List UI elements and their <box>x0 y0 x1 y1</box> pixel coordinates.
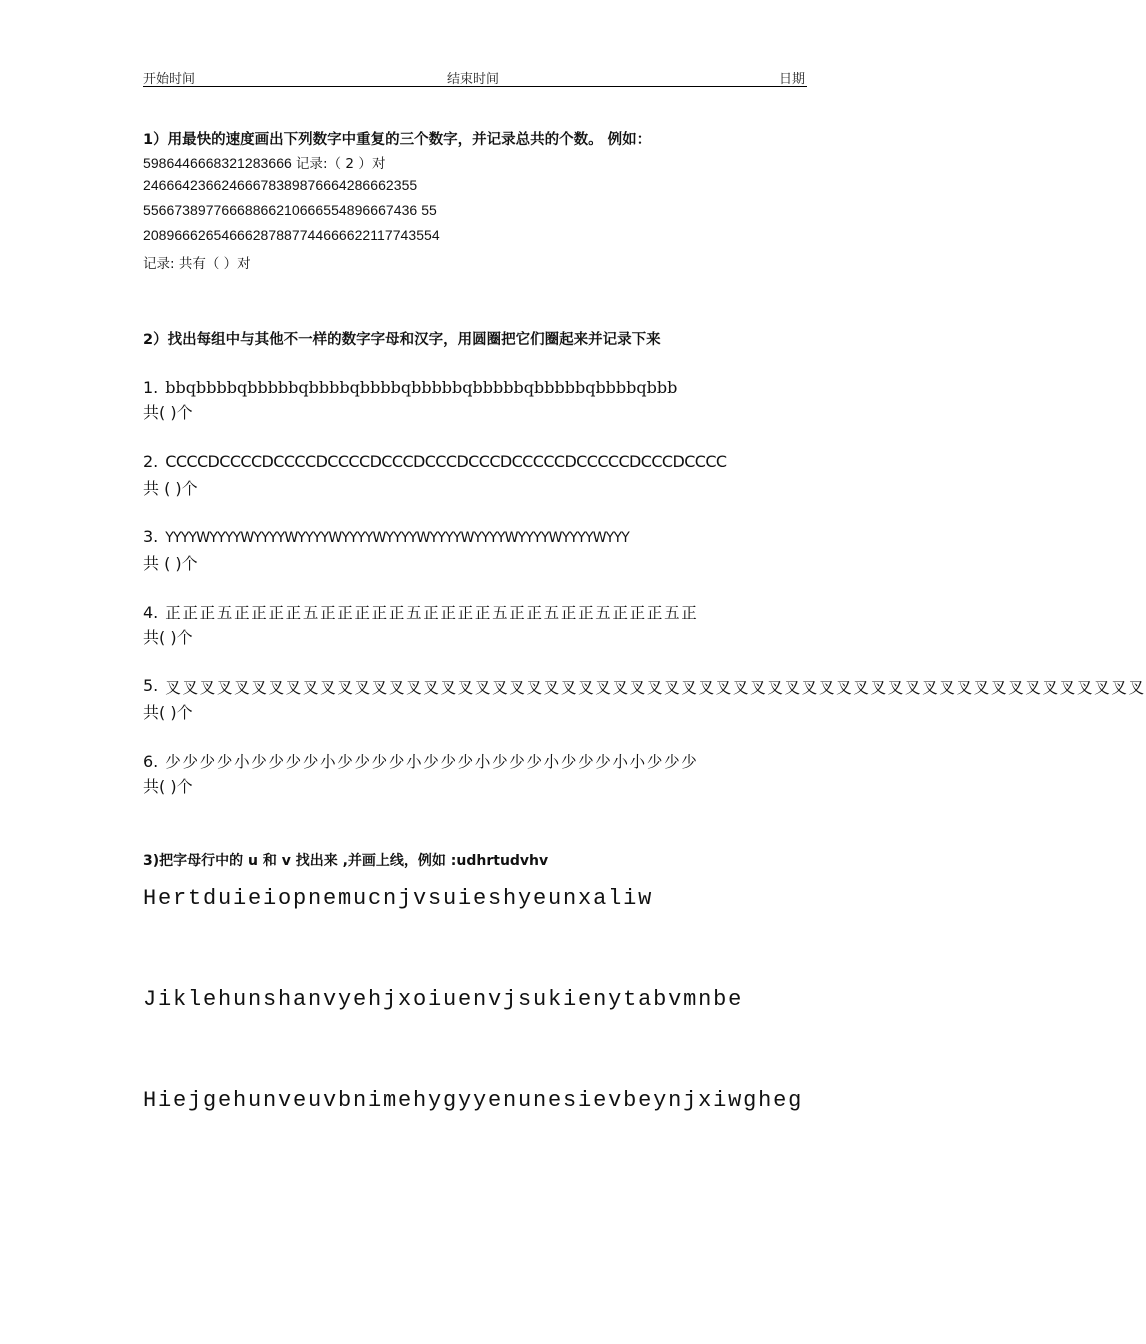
group-6-sequence: 少少少少小少少少少小少少少少小少少少小少少少小少少少小小少少少 <box>165 753 699 771</box>
section3-title: 3)把字母行中的 u 和 v 找出来 ,并画上线，例如 :udhrtudvhv <box>143 853 549 869</box>
group-3-number: 3. <box>143 527 159 546</box>
group-2-row <box>143 452 727 471</box>
group-1-row <box>143 378 677 397</box>
group-6-count: 共( )个 <box>143 777 193 796</box>
group-5-count: 共( )个 <box>143 703 193 722</box>
section1-title: 1）用最快的速度画出下列数字中重复的三个数字，并记录总共的个数。 例如： <box>143 132 652 148</box>
group-2-sequence: CCCCDCCCCDCCCCDCCCCDCCCDCCCDCCCDCCCCCDCCCCCDCCCDCCCC <box>165 452 727 471</box>
group-2-number: 2. <box>143 452 159 471</box>
group-3-row <box>143 527 629 546</box>
group-6-row <box>143 750 698 772</box>
group-4-row <box>143 601 698 623</box>
group-1-count: 共( )个 <box>143 403 193 422</box>
group-4-count: 共( )个 <box>143 628 193 647</box>
section2-title: 2）找出每组中与其他不一样的数字字母和汉字，用圆圈把它们圈起来并记录下来 <box>143 332 661 348</box>
group-5-row <box>143 676 1146 698</box>
digit-row-1: 24666423662466678389876664286662355 <box>143 177 418 193</box>
group-4-number: 4. <box>143 603 159 622</box>
section1-example <box>143 152 386 172</box>
group-5-sequence: 叉叉叉叉叉叉叉叉叉叉叉叉叉叉叉叉叉叉叉叉叉叉叉叉叉叉叉叉叉叉叉叉叉叉叉叉叉叉叉叉叉叉叉叉叉叉叉叉叉叉叉叉叉叉叉叉叉 <box>165 679 1146 697</box>
letter-row-3: Hiejgehunveuvbnimehygyyenunesievbeynjxiwgheg <box>143 1088 804 1113</box>
group-5-number: 5. <box>143 676 159 695</box>
group-3-sequence: YYYYWYYYYWYYYYWYYYYWYYYYWYYYYWYYYYWYYYYWYYYYWYYYYWYYY <box>165 530 630 546</box>
group-2-count: 共 ( )个 <box>143 479 198 498</box>
digit-row-2: 55667389776668866210666554896667436 55 <box>143 202 437 218</box>
end-time-label: 结束时间 <box>447 72 500 87</box>
example-digits: 5986446668321283666 <box>143 155 292 171</box>
letter-row-2: Jiklehunshanvyehjxoiuenvjsukienytabvmnbe <box>143 987 744 1012</box>
group-6-number: 6. <box>143 752 159 771</box>
example-record: 记录:（ 2 ）对 <box>295 156 386 172</box>
section1-record: 记录: 共有（ ）对 <box>143 256 251 272</box>
digit-row-3: 20896662654666287887744666622117743554 <box>143 227 440 243</box>
date-label: 日期 <box>779 72 806 87</box>
group-4-sequence: 正正正五正正正正五正正正正正五正正正正五正正五正正五正正正五正 <box>165 604 699 622</box>
start-time-label: 开始时间 <box>143 72 196 87</box>
group-3-count: 共 ( )个 <box>143 554 198 573</box>
group-1-number: 1. <box>143 378 159 397</box>
letter-row-1: Hertduieiopnemucnjvsuieshyeunxaliw <box>143 886 654 911</box>
group-1-sequence: bbqbbbbqbbbbbqbbbbqbbbbqbbbbbqbbbbbqbbbbbqbbbbqbbb <box>165 378 678 397</box>
header-divider <box>143 86 807 87</box>
